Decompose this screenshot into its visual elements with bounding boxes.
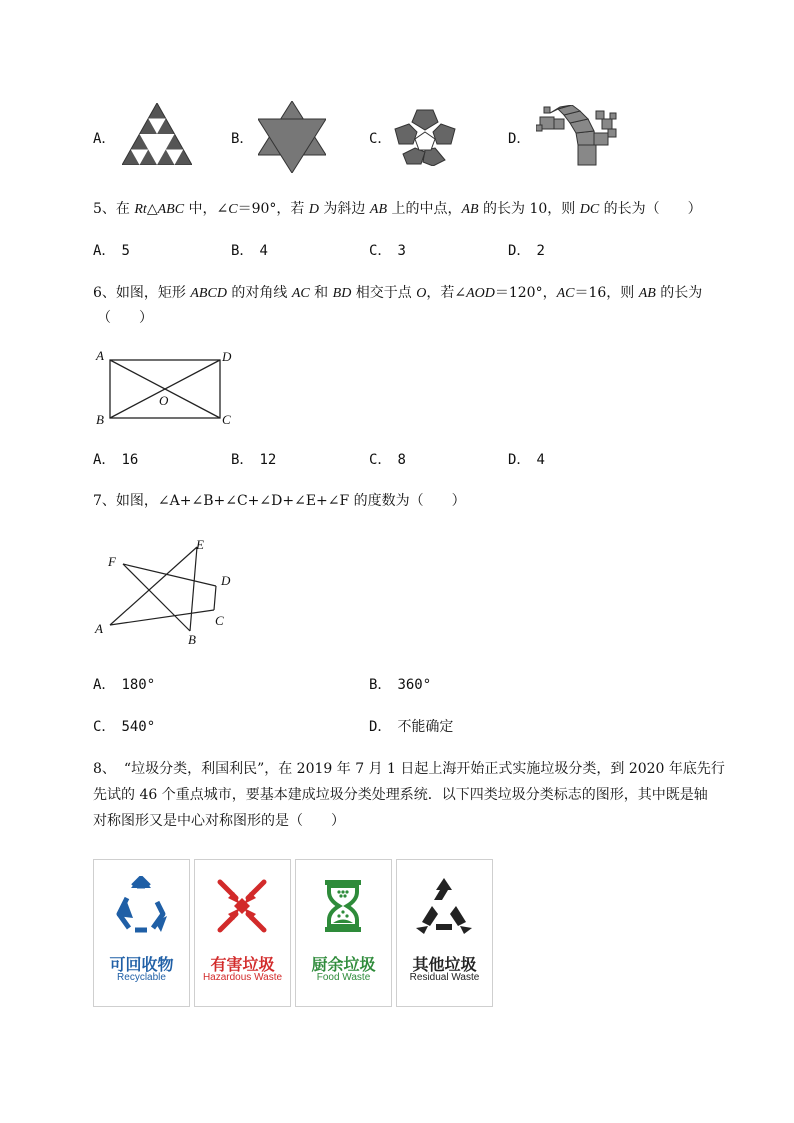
option-label: A． [93,452,116,468]
sign-label-zh: 可回收物 [109,955,174,974]
q8-stem-line3: 对称图形又是中心对称图形的是（ ） [93,813,345,829]
q5-var: Rt [134,202,147,217]
option-label: C． [369,452,392,468]
q6-var: BD [332,286,352,301]
figure-label-c: C [222,412,231,427]
q6-number: 6、 [93,285,116,301]
q6-text: ＝120°， [494,285,557,301]
q8-number: 8、 [93,761,116,777]
sign-card-hazardous[interactable] [194,859,291,1007]
q7-text: 如图，∠A+∠B+∠C+∠D+∠E+∠F 的度数为（ ） [115,493,466,509]
option-value: 3 [397,243,406,259]
recycle-icon [111,876,171,936]
q5-option-a[interactable] [93,241,130,261]
q7-star-figure [92,536,242,648]
q6-stem [93,283,702,304]
q7-option-d[interactable] [369,717,453,737]
figure-label-e: E [196,537,204,552]
q6-text: 和 [309,285,333,301]
q5-number: 5、 [93,201,116,217]
q5-var: C [228,202,238,217]
sign-card-food[interactable] [295,859,392,1007]
q8-stem-line1 [93,759,725,779]
pentagon-ring-figure [393,108,457,166]
q5-option-d[interactable] [508,241,545,261]
q6-var: AC [556,286,575,301]
hazard-arrows-icon [212,876,272,936]
q6-rectangle-figure [94,346,244,432]
q4-option-a-label: A． [93,131,116,147]
option-label: B． [369,677,392,693]
q5-option-c[interactable] [369,241,406,261]
q5-var: ABC [157,202,185,217]
q7-number: 7、 [93,493,116,509]
option-label: A． [93,243,116,259]
q6-var: AC [291,286,310,301]
triangle-arrows-icon [414,876,474,936]
q7-stem [93,491,466,511]
q5-text: 为斜边 [318,201,370,217]
sign-card-recyclable[interactable] [93,859,190,1007]
option-value: 360° [397,677,432,693]
q4-option-b-label: B． [231,131,254,147]
option-value: 8 [397,452,406,468]
q6-option-b[interactable] [231,450,276,470]
q7-option-b[interactable] [369,675,431,695]
sign-label-en: Residual Waste [409,972,480,983]
figure-label-b: B [96,412,104,427]
option-label: B． [231,243,254,259]
option-label: B． [231,452,254,468]
sign-label-zh: 厨余垃圾 [311,955,376,974]
q6-text: ，若∠ [426,285,467,301]
q4-option-c-label: C． [369,131,392,147]
sign-label-en: Hazardous Waste [202,972,283,983]
figure-label-d: D [222,349,232,364]
q5-text: 上的中点， [387,201,462,217]
option-value: 2 [536,243,545,259]
q6-var: AOD [466,286,495,301]
figure-label-c: C [215,613,224,628]
figure-label-d: D [221,573,231,588]
q6-text: ＝16，则 [574,285,639,301]
q5-text: 的长为 10，则 [478,201,580,217]
q5-text: △ [146,201,158,217]
hourglass-icon [313,876,373,936]
sign-label-en: Food Waste [316,972,371,983]
q6-answer-paren: （ ） [97,310,153,326]
option-value: 4 [536,452,545,468]
q8-text: “垃圾分类，利国利民”，在 2019 年 7 月 1 日起上海开始正式实施垃圾分类，到 2020 年底先行 [123,761,725,777]
q6-text: 如图，矩形 [115,285,191,301]
figure-label-f: F [108,554,116,569]
sign-label-en: Recyclable [117,972,166,983]
option-label: C． [369,243,392,259]
sign-label-zh: 其他垃圾 [412,955,477,974]
pythagoras-tree-figure [536,105,620,169]
q4-option-d-label: D． [508,131,531,147]
option-value: 12 [259,452,277,468]
figure-label-o: O [159,393,169,408]
q6-text: 相交于点 [351,285,417,301]
option-value: 4 [259,243,268,259]
sign-label-zh: 有害垃圾 [210,955,275,974]
option-value: 540° [121,719,156,735]
sierpinski-triangle-figure [122,103,192,165]
q6-option-c[interactable] [369,450,406,470]
option-label: A． [93,677,116,693]
q5-text: 中，∠ [184,201,229,217]
q5-text: 的长为（ ） [599,201,702,217]
q5-var: D [308,202,319,217]
q6-var: O [416,286,427,301]
option-label: C． [93,719,116,735]
option-value: 不能确定 [397,719,454,735]
q5-option-b[interactable] [231,241,268,261]
q5-stem [93,199,702,220]
option-value: 180° [121,677,156,693]
q7-option-a[interactable] [93,675,155,695]
option-value: 5 [121,243,130,259]
q5-text: ＝90°，若 [237,201,309,217]
figure-label-a: A [96,348,104,363]
option-label: D． [508,243,531,259]
q5-var: DC [579,202,600,217]
q5-var: AB [369,202,387,217]
q7-option-c[interactable] [93,717,155,737]
q5-var: AB [461,202,479,217]
q8-stem-line2: 先试的 46 个重点城市，要基本建成垃圾分类处理系统．以下四类垃圾分类标志的图形，其中既是轴 [93,787,708,803]
figure-label-b: B [188,632,196,647]
q6-var: AB [638,286,656,301]
q5-text: 在 [115,201,135,217]
q6-text: 的长为 [655,285,703,301]
q6-option-d[interactable] [508,450,545,470]
option-label: D． [369,719,392,735]
option-value: 16 [121,452,139,468]
option-label: D． [508,452,531,468]
hexagram-star-figure [258,101,326,173]
q6-var: ABCD [190,286,227,301]
q6-text: 的对角线 [226,285,292,301]
sign-card-residual[interactable] [396,859,493,1007]
q6-option-a[interactable] [93,450,138,470]
figure-label-a: A [95,621,103,636]
